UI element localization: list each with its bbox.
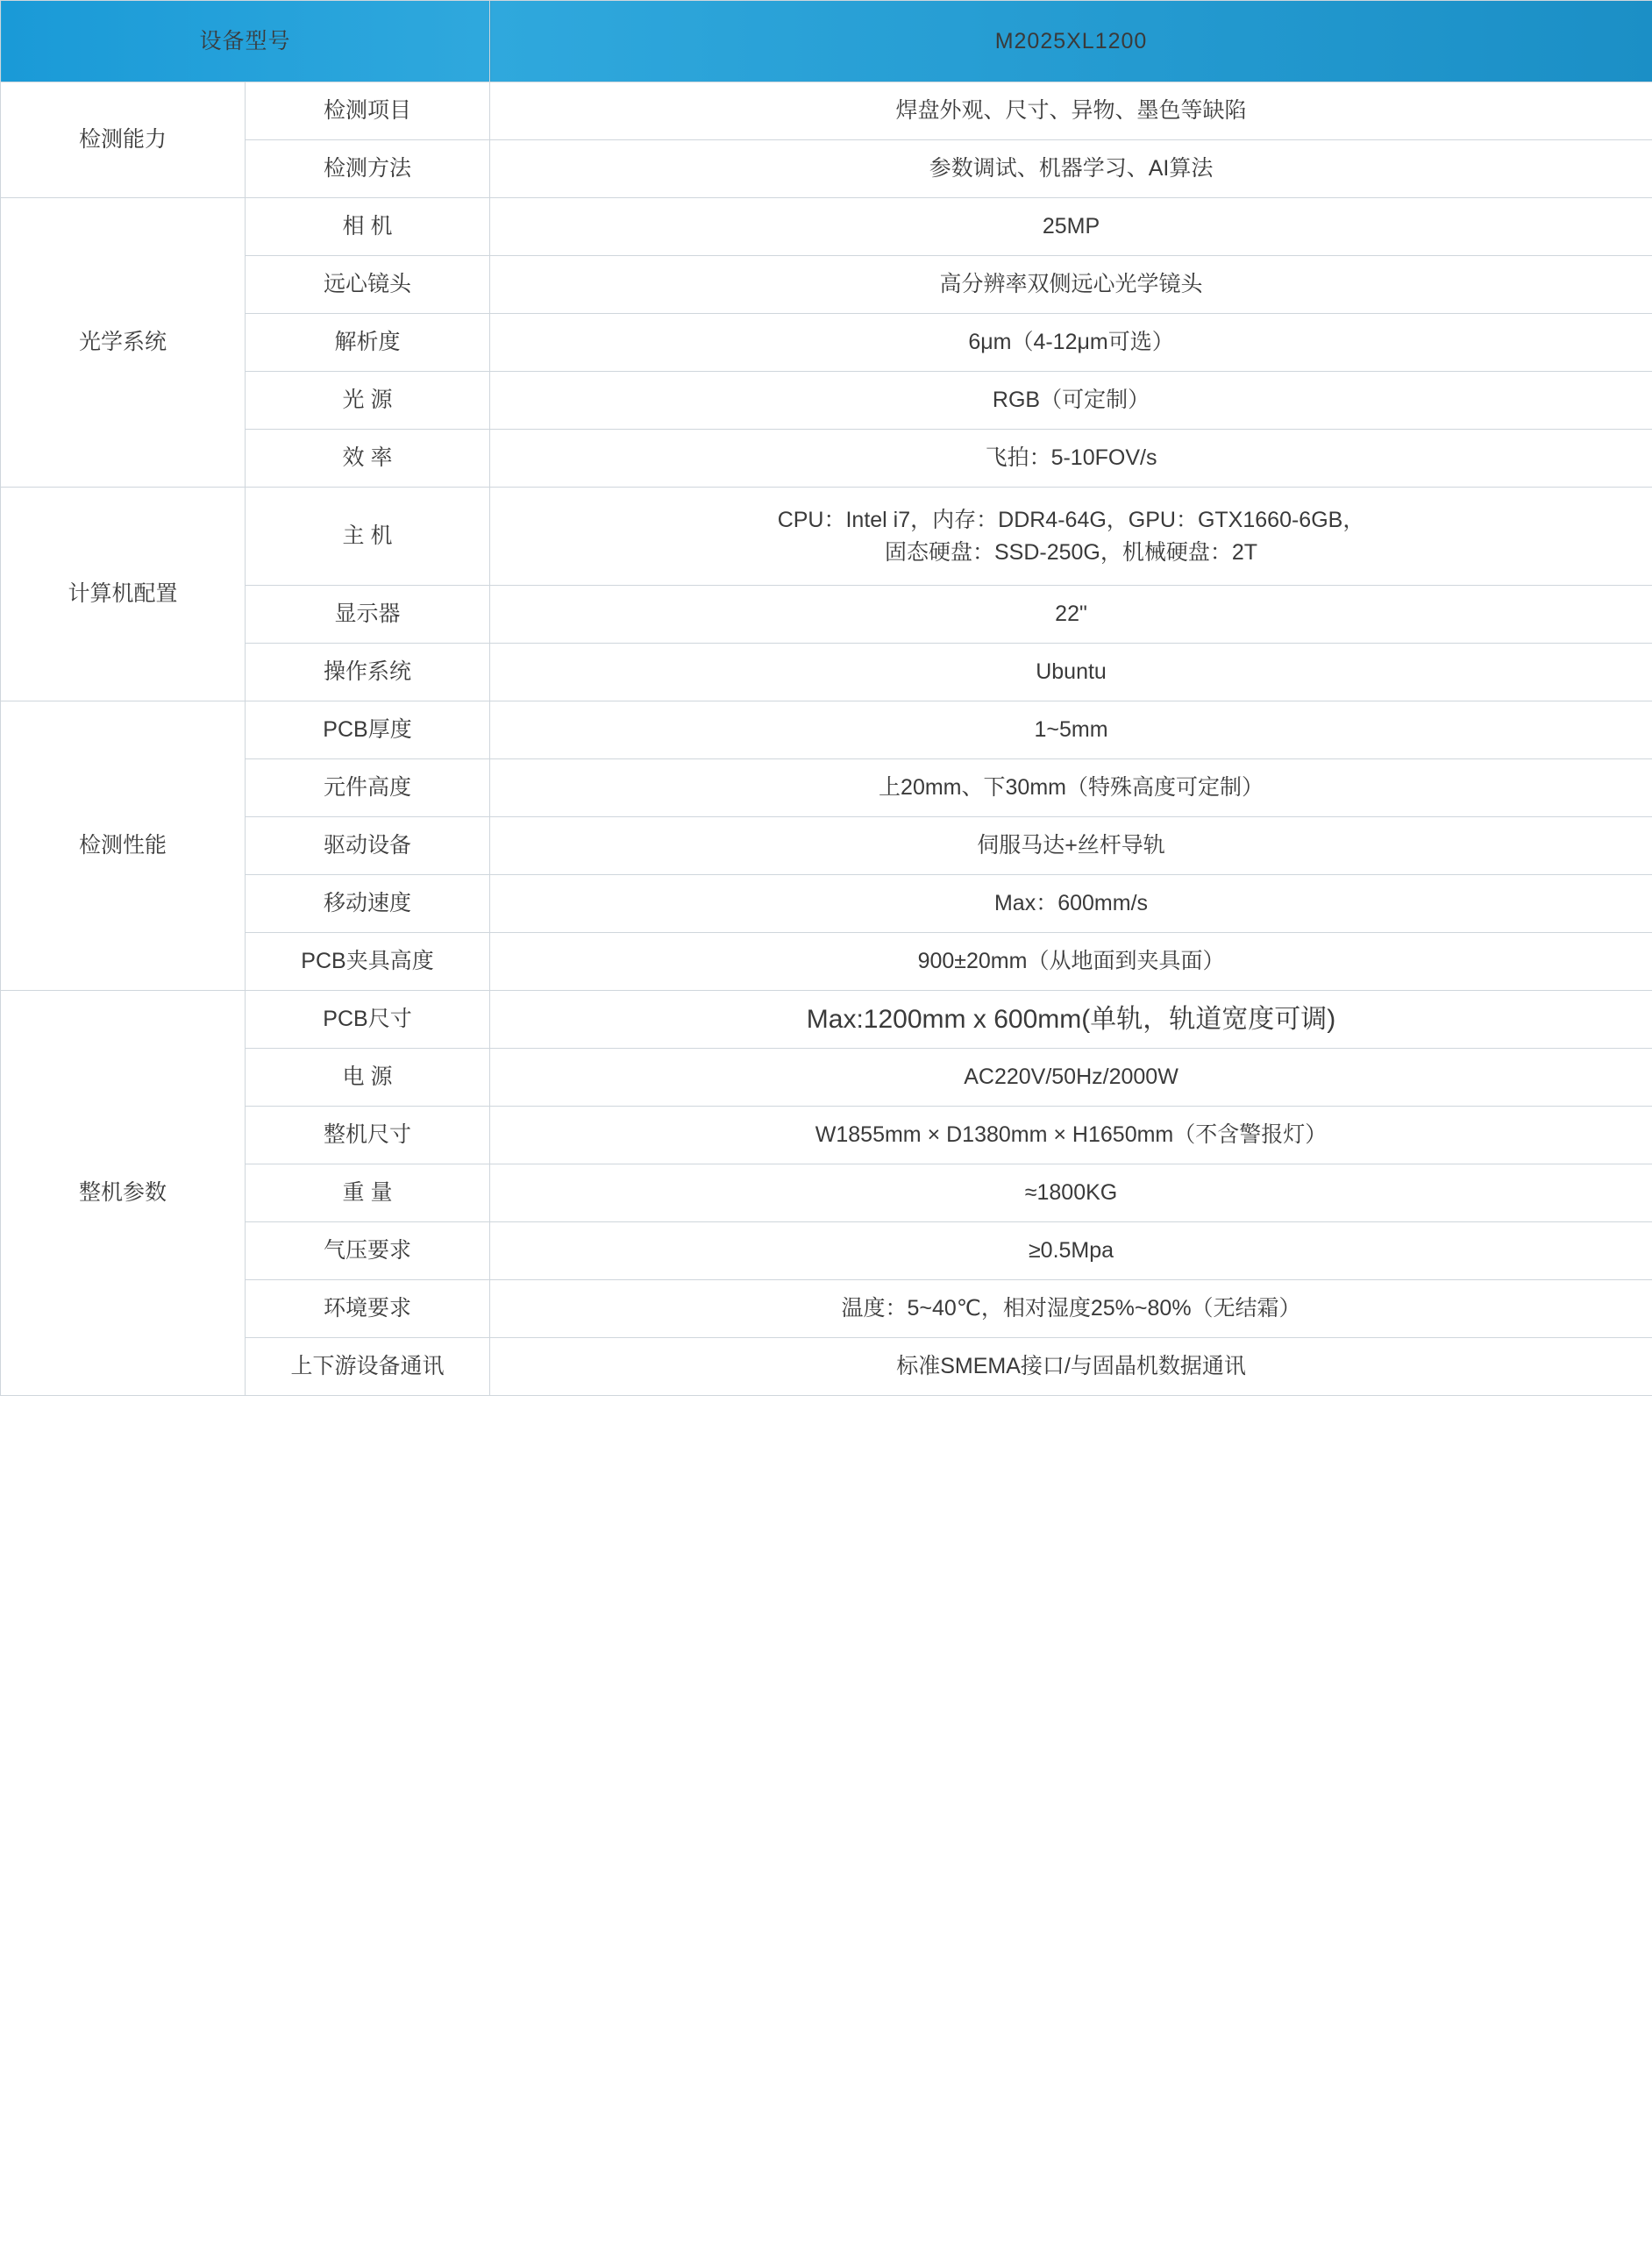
table-row (1, 991, 1652, 1049)
table-row (1, 488, 1652, 586)
row-value: Max：600mm/s (490, 875, 1652, 933)
row-value: 标准SMEMA接口/与固晶机数据通讯 (490, 1338, 1652, 1396)
row-value: 900±20mm（从地面到夹具面） (490, 933, 1652, 991)
row-value: 飞拍：5-10FOV/s (490, 430, 1652, 488)
row-label: 操作系统 (246, 644, 490, 701)
row-label: 光 源 (246, 372, 490, 430)
row-value: ≈1800KG (490, 1164, 1652, 1222)
row-group-label: 整机参数 (1, 991, 246, 1396)
table-body (1, 82, 1652, 1396)
row-label: 主 机 (246, 488, 490, 586)
row-value: Max:1200mm x 600mm(单轨，轨道宽度可调) (490, 991, 1652, 1049)
row-value: 温度：5~40℃，相对湿度25%~80%（无结霜） (490, 1280, 1652, 1338)
row-value: W1855mm × D1380mm × H1650mm（不含警报灯） (490, 1107, 1652, 1164)
row-value: 伺服马达+丝杆导轨 (490, 817, 1652, 875)
row-label: 移动速度 (246, 875, 490, 933)
row-value: 22" (490, 586, 1652, 644)
row-label: 元件高度 (246, 759, 490, 817)
table-row (1, 372, 1652, 430)
table-row (1, 644, 1652, 701)
table-row (1, 430, 1652, 488)
row-label: 重 量 (246, 1164, 490, 1222)
table-row (1, 817, 1652, 875)
table-row (1, 198, 1652, 256)
row-label: PCB厚度 (246, 701, 490, 759)
table-header-row (1, 1, 1652, 82)
row-value: 参数调试、机器学习、AI算法 (490, 140, 1652, 198)
row-value: Ubuntu (490, 644, 1652, 701)
table-row (1, 1280, 1652, 1338)
table-row (1, 586, 1652, 644)
row-group-label: 计算机配置 (1, 488, 246, 701)
row-value-line: CPU：Intel i7，内存：DDR4-64G，GPU：GTX1660-6GB， (777, 508, 1365, 533)
row-value: RGB（可定制） (490, 372, 1652, 430)
row-group-label: 光学系统 (1, 198, 246, 488)
table-header (1, 1, 1652, 82)
row-value: ≥0.5Mpa (490, 1222, 1652, 1280)
row-label: 驱动设备 (246, 817, 490, 875)
row-label: 环境要求 (246, 1280, 490, 1338)
row-value: 6μm（4-12μm可选） (490, 314, 1652, 372)
table-row (1, 1107, 1652, 1164)
table-row (1, 1222, 1652, 1280)
row-value-line: 固态硬盘：SSD-250G，机械硬盘：2T (884, 539, 1258, 565)
row-label: PCB尺寸 (246, 991, 490, 1049)
row-value: 焊盘外观、尺寸、异物、墨色等缺陷 (490, 82, 1652, 140)
row-value (490, 488, 1652, 586)
table-row (1, 933, 1652, 991)
table-row (1, 256, 1652, 314)
row-group-label: 检测能力 (1, 82, 246, 198)
table-row (1, 875, 1652, 933)
row-value: 25MP (490, 198, 1652, 256)
row-label: 显示器 (246, 586, 490, 644)
row-label: 远心镜头 (246, 256, 490, 314)
row-group-label: 检测性能 (1, 701, 246, 991)
table-row (1, 759, 1652, 817)
row-label: 检测方法 (246, 140, 490, 198)
table-row (1, 1338, 1652, 1396)
table-row (1, 82, 1652, 140)
row-value: AC220V/50Hz/2000W (490, 1049, 1652, 1107)
table-row (1, 1049, 1652, 1107)
row-label: 解析度 (246, 314, 490, 372)
table-row (1, 314, 1652, 372)
row-label: 气压要求 (246, 1222, 490, 1280)
row-value: 上20mm、下30mm（特殊高度可定制） (490, 759, 1652, 817)
row-label: 效 率 (246, 430, 490, 488)
row-value: 高分辨率双侧远心光学镜头 (490, 256, 1652, 314)
table-row (1, 701, 1652, 759)
row-label: 检测项目 (246, 82, 490, 140)
header-model-label: 设备型号 (1, 1, 490, 82)
table-row (1, 1164, 1652, 1222)
row-label: 整机尺寸 (246, 1107, 490, 1164)
row-label: 相 机 (246, 198, 490, 256)
header-model-value: M2025XL1200 (490, 1, 1652, 82)
row-label: 电 源 (246, 1049, 490, 1107)
table-row (1, 140, 1652, 198)
row-label: PCB夹具高度 (246, 933, 490, 991)
row-value: 1~5mm (490, 701, 1652, 759)
row-label: 上下游设备通讯 (246, 1338, 490, 1396)
